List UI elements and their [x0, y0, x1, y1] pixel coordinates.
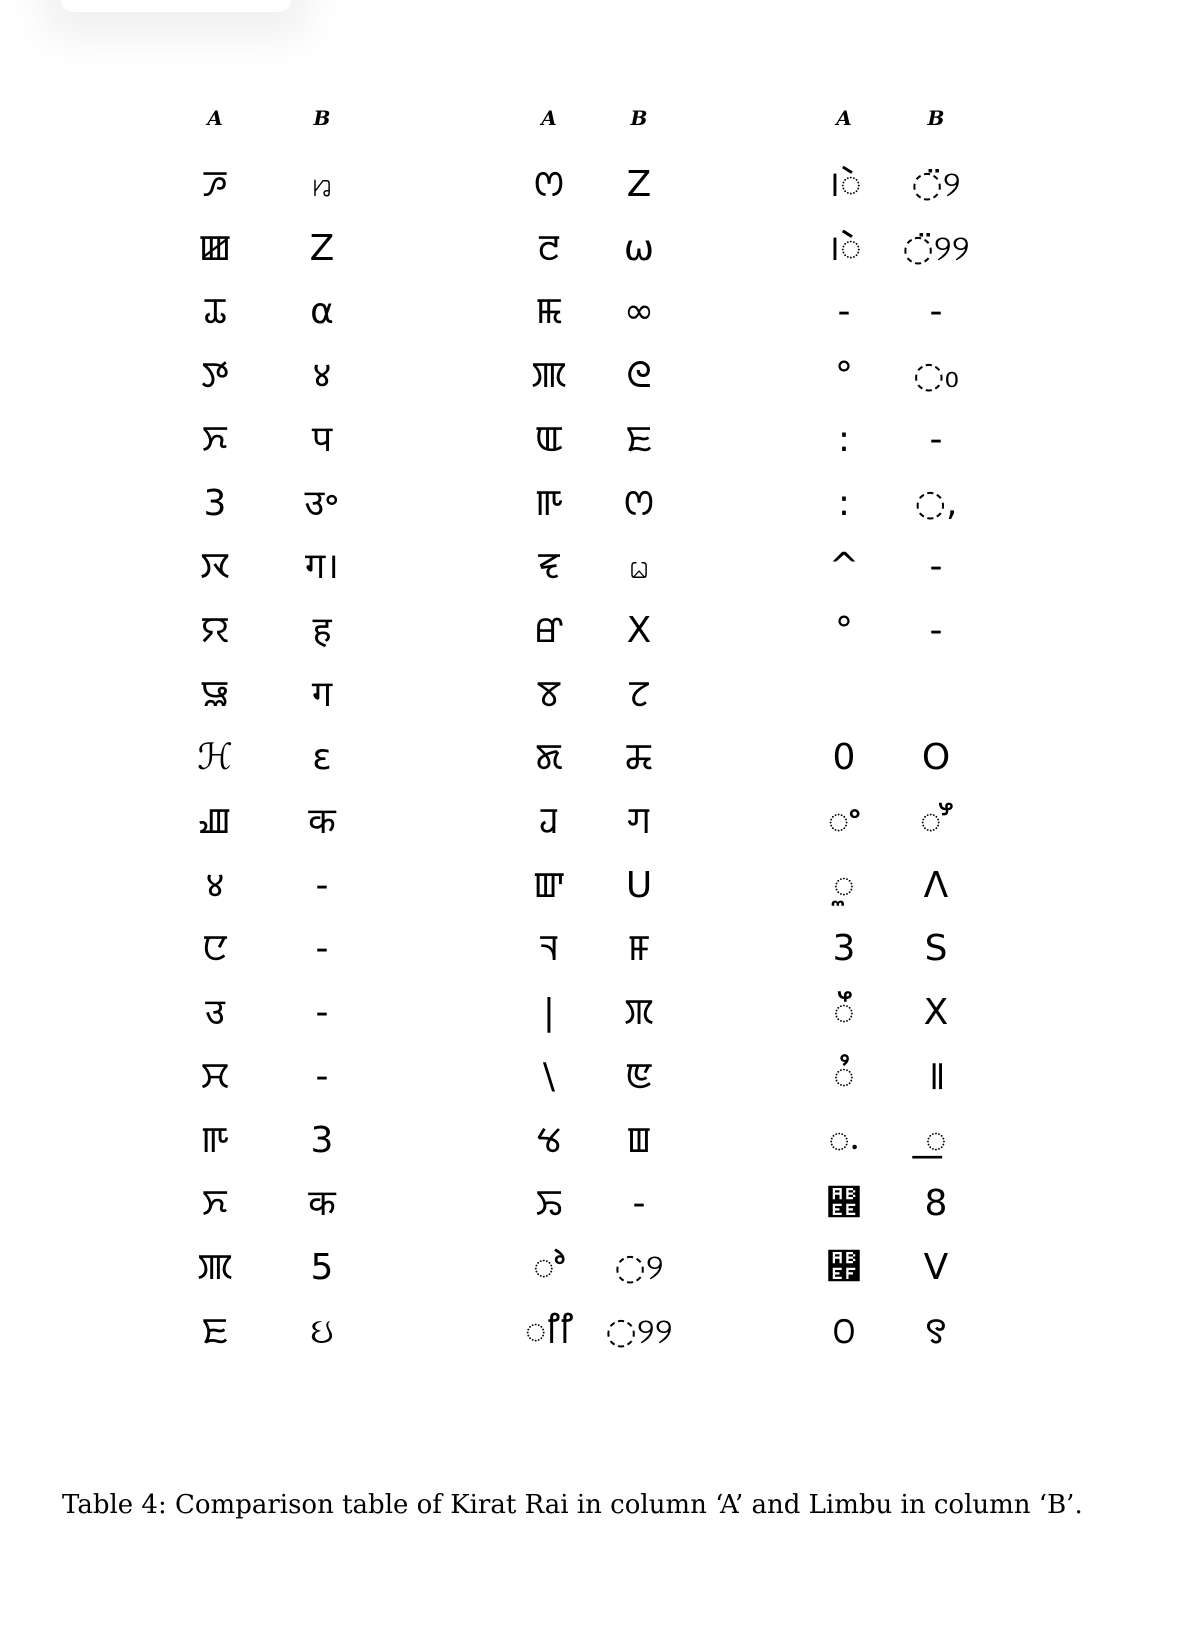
glyph-cell: ◌,: [914, 482, 958, 524]
glyph-cell: -: [315, 864, 329, 906]
glyph-cell: ४: [312, 355, 332, 397]
glyph-cell: ꯔ: [534, 609, 564, 651]
glyph-cell: -: [837, 291, 851, 333]
glyph-cell: ꯧ: [920, 801, 952, 842]
glyph-cell: -: [929, 546, 943, 588]
glyph-cell: क: [308, 1183, 336, 1225]
glyph-cell: ꯖ: [628, 673, 650, 715]
column-group-1: [150, 0, 410, 1420]
glyph-cell: ꯒ: [534, 482, 564, 524]
glyph-cell: ४: [205, 864, 225, 906]
glyph-cell: Z: [626, 164, 652, 205]
glyph-cell: ꯗ: [535, 737, 563, 779]
glyph-cell: ꯉ: [198, 801, 232, 842]
glyph-cell: ꯩ: [833, 992, 855, 1034]
glyph-cell: 3: [203, 482, 227, 524]
glyph-cell: ઇ: [310, 1310, 334, 1352]
column-header-b: B: [630, 106, 648, 130]
glyph-cell: ꯡ: [626, 1119, 652, 1161]
glyph-cell: ε: [312, 737, 332, 779]
glyph-cell: ꯄ: [197, 1246, 233, 1288]
glyph-cell: ꯈ: [202, 1183, 228, 1225]
glyph-cell: 3: [832, 928, 856, 970]
glyph-cell: -: [315, 928, 329, 970]
glyph-cell: ꯊ: [203, 291, 227, 333]
glyph-cell: 8: [924, 1183, 948, 1225]
glyph-cell: ꯢ: [535, 1183, 563, 1225]
glyph-cell: U: [625, 864, 653, 906]
glyph-cell: :: [837, 418, 851, 460]
glyph-cell: क: [308, 801, 336, 842]
glyph-cell: उ: [205, 992, 225, 1034]
glyph-cell: ꯮: [826, 1183, 862, 1225]
glyph-cell: ℋ: [197, 737, 233, 779]
glyph-cell: ꤗ: [628, 546, 650, 588]
glyph-cell: ꯁ: [623, 482, 655, 524]
glyph-cell: ω: [623, 227, 655, 269]
glyph-cell: ꯌ: [200, 609, 230, 651]
glyph-cell: ꯋ: [200, 546, 230, 588]
glyph-cell: ꯛ: [532, 864, 566, 906]
glyph-cell: ꯨ: [833, 864, 855, 906]
glyph-cell: S: [924, 928, 948, 970]
glyph-cell: 3: [310, 1119, 334, 1161]
glyph-cell: ꯁ: [533, 164, 565, 205]
glyph-cell: ꤙ: [311, 164, 333, 205]
glyph-cell: ꯕ: [536, 673, 562, 715]
glyph-cell: -: [929, 609, 943, 651]
glyph-cell: ◌୨: [614, 1246, 664, 1288]
glyph-cell: ꯭: [925, 1119, 947, 1161]
glyph-cell: ग।: [305, 546, 339, 588]
column-group-3: [780, 0, 1040, 1420]
glyph-cell: ।ꯥ: [826, 164, 862, 205]
glyph-cell: ꯞ: [624, 992, 654, 1034]
glyph-cell: ꯍ: [202, 164, 228, 205]
glyph-cell: ◌୨୨: [605, 1310, 673, 1352]
glyph-cell: ꯑ: [534, 418, 564, 460]
column-header-b: B: [927, 106, 945, 130]
glyph-cell: ꯫: [926, 1055, 946, 1097]
glyph-cell: X: [923, 992, 949, 1034]
glyph-cell: |: [542, 992, 556, 1034]
glyph-cell: ꯈ: [202, 418, 228, 460]
glyph-cell: V: [923, 1246, 949, 1288]
column-header-a: A: [207, 106, 223, 130]
glyph-cell: ꯆ: [200, 1055, 230, 1097]
glyph-cell: ꯯: [826, 1246, 862, 1288]
glyph-cell: ◌̈୨୨: [902, 227, 970, 269]
glyph-cell: ꯐ: [625, 418, 653, 460]
glyph-cell: ◌₀: [913, 355, 959, 397]
glyph-cell: -: [929, 291, 943, 333]
glyph-cell: X: [626, 609, 652, 651]
column-header-a: A: [836, 106, 852, 130]
glyph-cell: ᘓ: [626, 355, 652, 397]
glyph-cell: °: [835, 609, 853, 651]
glyph-cell: ग: [311, 673, 333, 715]
glyph-cell: °: [835, 355, 853, 397]
glyph-cell: [896, 665, 976, 725]
glyph-cell: ꯣ: [533, 1246, 565, 1288]
glyph-cell: ꯃ: [535, 291, 563, 333]
glyph-cell: :: [837, 482, 851, 524]
glyph-cell: -: [315, 992, 329, 1034]
glyph-cell: 5: [310, 1246, 334, 1288]
glyph-cell: ∞: [624, 291, 654, 333]
glyph-cell: ꯰: [832, 1310, 856, 1352]
glyph-cell: ꯠ: [536, 1119, 562, 1161]
glyph-cell: ꯒ: [200, 1119, 230, 1161]
glyph-cell: ꯘ: [624, 737, 654, 779]
glyph-cell: ꯎ: [200, 673, 230, 715]
glyph-cell: ।ꯥꯥ: [826, 227, 862, 269]
glyph-cell: ꯟ: [625, 1055, 653, 1097]
glyph-cell: α: [310, 291, 334, 333]
glyph-cell: ꯄ: [531, 355, 567, 397]
glyph-cell: -: [929, 418, 943, 460]
glyph-cell: ꯇ: [201, 355, 229, 397]
glyph-cell: ꯓ: [537, 546, 561, 588]
glyph-cell: \: [542, 1055, 556, 1097]
glyph-cell: ꯱: [925, 1310, 947, 1352]
glyph-cell: [804, 665, 884, 725]
glyph-cell: उ॰: [304, 482, 340, 524]
glyph-cell: -: [315, 1055, 329, 1097]
glyph-cell: ꯚ: [626, 801, 652, 842]
glyph-cell: -: [632, 1183, 646, 1225]
column-group-2: [484, 0, 744, 1420]
glyph-cell: ꯜ: [538, 928, 560, 970]
glyph-cell: Z: [309, 227, 335, 269]
table-caption: Table 4: Comparison table of Kirat Rai in column ‘A’ and Limbu in column ‘B’.: [62, 1490, 1083, 1520]
glyph-cell: ꯤꯤ: [525, 1310, 573, 1352]
glyph-cell: प: [311, 418, 333, 460]
glyph-cell: O: [921, 737, 951, 779]
glyph-cell: ꯪ: [833, 1055, 855, 1097]
glyph-cell: ꯐ: [201, 1310, 229, 1352]
glyph-cell: ꯝ: [627, 928, 651, 970]
glyph-cell: ह: [312, 609, 332, 651]
column-header-a: A: [541, 106, 557, 130]
glyph-cell: Λ: [923, 864, 949, 906]
glyph-cell: ꯀ: [198, 227, 232, 269]
glyph-cell: 0: [832, 737, 856, 779]
glyph-cell: ꯦ: [827, 801, 861, 842]
column-header-b: B: [313, 106, 331, 130]
glyph-cell: ◌̈୨: [911, 164, 961, 205]
glyph-cell: ꯂ: [537, 227, 561, 269]
glyph-cell: ^: [828, 546, 860, 588]
glyph-cell: ꯅ: [202, 928, 228, 970]
glyph-cell: ꯙ: [538, 801, 560, 842]
glyph-cell: ꯬: [828, 1119, 860, 1161]
